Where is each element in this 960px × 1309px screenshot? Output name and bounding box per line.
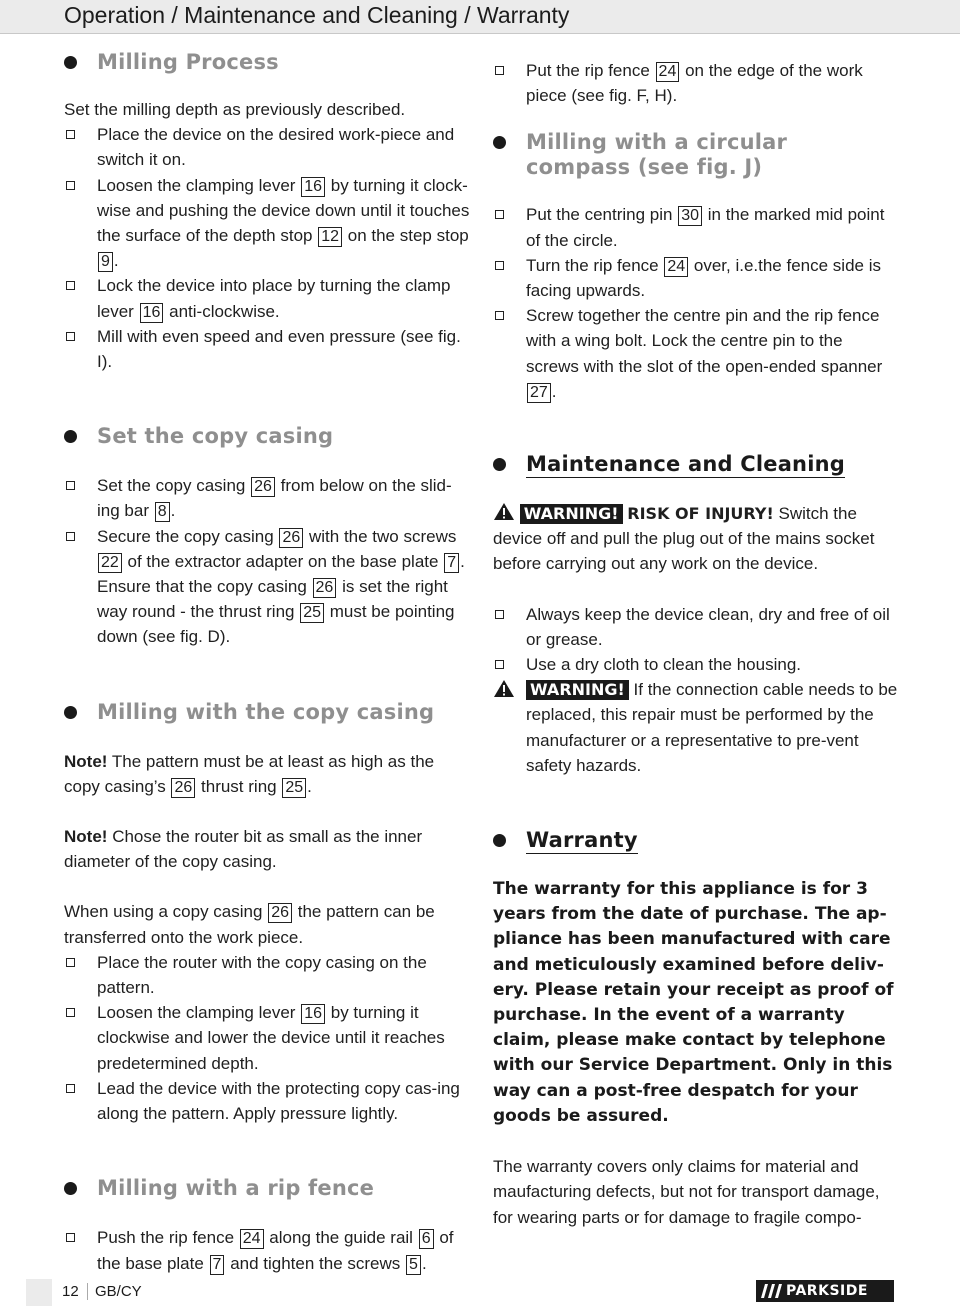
warning-label: WARNING! bbox=[526, 680, 629, 700]
bullet-dot-icon bbox=[64, 430, 77, 443]
warning-label: WARNING! bbox=[520, 504, 623, 524]
page-footer bbox=[0, 1276, 960, 1309]
list-item: Place the router with the copy casing on the pattern. bbox=[64, 950, 474, 1000]
part-number: 24 bbox=[664, 257, 688, 277]
part-number: 7 bbox=[444, 553, 459, 573]
warning-triangle-icon bbox=[493, 502, 515, 521]
checkbox-bullet-icon bbox=[66, 332, 75, 341]
heading-milling-process: Milling Process bbox=[64, 50, 474, 75]
checkbox-bullet-icon bbox=[66, 481, 75, 490]
page-number: 12 bbox=[62, 1283, 88, 1300]
bullet-dot-icon bbox=[64, 1182, 77, 1195]
list-item: Mill with even speed and even pressure (see fig. I). bbox=[64, 324, 474, 374]
part-number: 16 bbox=[140, 303, 164, 323]
part-number: 25 bbox=[300, 603, 324, 623]
page-number-tab bbox=[26, 1279, 52, 1306]
brand-logo: PARKSIDE bbox=[756, 1280, 894, 1302]
part-number: 16 bbox=[301, 177, 325, 197]
checkbox-bullet-icon bbox=[66, 181, 75, 190]
part-number: 26 bbox=[268, 903, 292, 923]
part-number: 25 bbox=[282, 778, 306, 798]
bullet-dot-icon bbox=[493, 136, 506, 149]
left-column bbox=[64, 50, 474, 1276]
warranty-bold-paragraph: The warranty for this appliance is for 3 years from the date of purchase. The ap-pliance has been manufactured with care and meticulously examined before deliv-ery. Please retain your receipt as proof of purchase. In the event of a warranty claim, please make contact by telephone with our Service Department. Only in this way can a post-free despatch for your goods be assured. bbox=[493, 879, 894, 1126]
part-number: 6 bbox=[419, 1229, 434, 1249]
checkbox-bullet-icon bbox=[495, 261, 504, 270]
part-number: 26 bbox=[251, 477, 275, 497]
checkbox-bullet-icon bbox=[66, 1084, 75, 1093]
bullet-dot-icon bbox=[64, 706, 77, 719]
list-item: Turn the rip fence 24 over, i.e.the fence side is facing upwards. bbox=[493, 253, 898, 303]
checkbox-bullet-icon bbox=[66, 281, 75, 290]
part-number: 27 bbox=[527, 383, 551, 403]
list-item: Always keep the device clean, dry and free of oil or grease. bbox=[493, 602, 898, 652]
part-number: 22 bbox=[98, 553, 122, 573]
checkbox-bullet-icon bbox=[495, 610, 504, 619]
note-paragraph: Note! The pattern must be at least as high as the copy casing’s 26 thrust ring 25 . bbox=[64, 751, 435, 796]
checkbox-bullet-icon bbox=[495, 660, 504, 669]
paragraph: Set the milling depth as previously described. bbox=[64, 100, 406, 119]
heading-milling-copy-casing: Milling with the copy casing bbox=[64, 700, 474, 725]
part-number: 12 bbox=[318, 227, 342, 247]
warning-paragraph: WARNING! RISK OF INJURY! Switch the device off and pull the plug out of the mains socket before carrying out any work on the device. bbox=[493, 504, 875, 574]
heading-circular-compass: Milling with a circular compass (see fig. J) bbox=[493, 130, 898, 180]
part-number: 5 bbox=[406, 1255, 421, 1275]
part-number: 9 bbox=[98, 252, 113, 272]
list-item: Lead the device with the protecting copy cas-ing along the pattern. Apply pressure lightly. bbox=[64, 1076, 474, 1126]
list-item: Lock the device into place by turning the clamp lever 16 anti-clockwise. bbox=[64, 273, 474, 323]
heading-maintenance: Maintenance and Cleaning bbox=[493, 452, 898, 477]
part-number: 24 bbox=[240, 1229, 264, 1249]
list-item: Place the device on the desired work-piece and switch it on. bbox=[64, 122, 474, 172]
checkbox-bullet-icon bbox=[66, 130, 75, 139]
list-item: Screw together the centre pin and the rip fence with a wing bolt. Lock the centre pin to the screws with the slot of the open-ended spanner 27 . bbox=[493, 303, 898, 404]
list-item: Loosen the clamping lever 16 by turning it clock-wise and pushing the device down until it touches the surface of the depth stop 12 on the step stop 9 . bbox=[64, 173, 474, 274]
note-paragraph: Note! Chose the router bit as small as the inner diameter of the copy casing. bbox=[64, 827, 423, 872]
warning-triangle-icon bbox=[493, 679, 515, 698]
checkbox-bullet-icon bbox=[495, 210, 504, 219]
page-title: Operation / Maintenance and Cleaning / Warranty bbox=[64, 2, 570, 28]
bullet-dot-icon bbox=[493, 834, 506, 847]
list-item: Put the rip fence 24 on the edge of the work piece (see fig. F, H). bbox=[493, 58, 898, 108]
checkbox-bullet-icon bbox=[66, 958, 75, 967]
page-header-bar bbox=[0, 0, 960, 34]
part-number: 24 bbox=[656, 62, 680, 82]
list-item: Use a dry cloth to clean the housing. bbox=[493, 652, 898, 677]
part-number: 16 bbox=[301, 1004, 325, 1024]
checkbox-bullet-icon bbox=[495, 66, 504, 75]
list-item: Push the rip fence 24 along the guide rail 6 of the base plate 7 and tighten the screws 5 . bbox=[64, 1225, 474, 1275]
warranty-paragraph: The warranty covers only claims for material and maufacturing defects, but not for transport damage, for wearing parts or for damage to fragile compo- bbox=[493, 1157, 880, 1227]
checkbox-bullet-icon bbox=[495, 311, 504, 320]
list-item: Put the centring pin 30 in the marked mid point of the circle. bbox=[493, 202, 898, 252]
warning-item: WARNING! If the connection cable needs to be replaced, this repair must be performed by the manufacturer or a representative to pre-vent safety hazards. bbox=[493, 677, 898, 778]
paragraph: When using a copy casing 26 the pattern can be transferred onto the work piece. bbox=[64, 902, 435, 947]
country-code: GB/CY bbox=[95, 1283, 142, 1300]
checkbox-bullet-icon bbox=[66, 1233, 75, 1242]
list-item: Set the copy casing 26 from below on the slid-ing bar 8 . bbox=[64, 473, 474, 523]
part-number: 26 bbox=[279, 528, 303, 548]
heading-copy-casing: Set the copy casing bbox=[64, 424, 474, 449]
part-number: 30 bbox=[678, 206, 702, 226]
part-number: 7 bbox=[210, 1255, 225, 1275]
heading-rip-fence: Milling with a rip fence bbox=[64, 1176, 474, 1201]
list-item: Loosen the clamping lever 16 by turning it clockwise and lower the device until it reaches predetermined depth. bbox=[64, 1000, 474, 1076]
checkbox-bullet-icon bbox=[66, 1008, 75, 1017]
part-number: 26 bbox=[171, 778, 195, 798]
bullet-dot-icon bbox=[64, 56, 77, 69]
list-item: Secure the copy casing 26 with the two screws 22 of the extractor adapter on the base plate 7 . Ensure that the copy casing 26 is set the right way round - the thrust ring 25 must be pointing down (see fig. D). bbox=[64, 524, 474, 650]
checkbox-bullet-icon bbox=[66, 532, 75, 541]
bullet-dot-icon bbox=[493, 458, 506, 471]
heading-warranty: Warranty bbox=[493, 828, 898, 853]
part-number: 8 bbox=[155, 502, 170, 522]
logo-stripes-icon bbox=[761, 1284, 783, 1298]
right-column bbox=[493, 58, 898, 1230]
part-number: 26 bbox=[313, 578, 337, 598]
